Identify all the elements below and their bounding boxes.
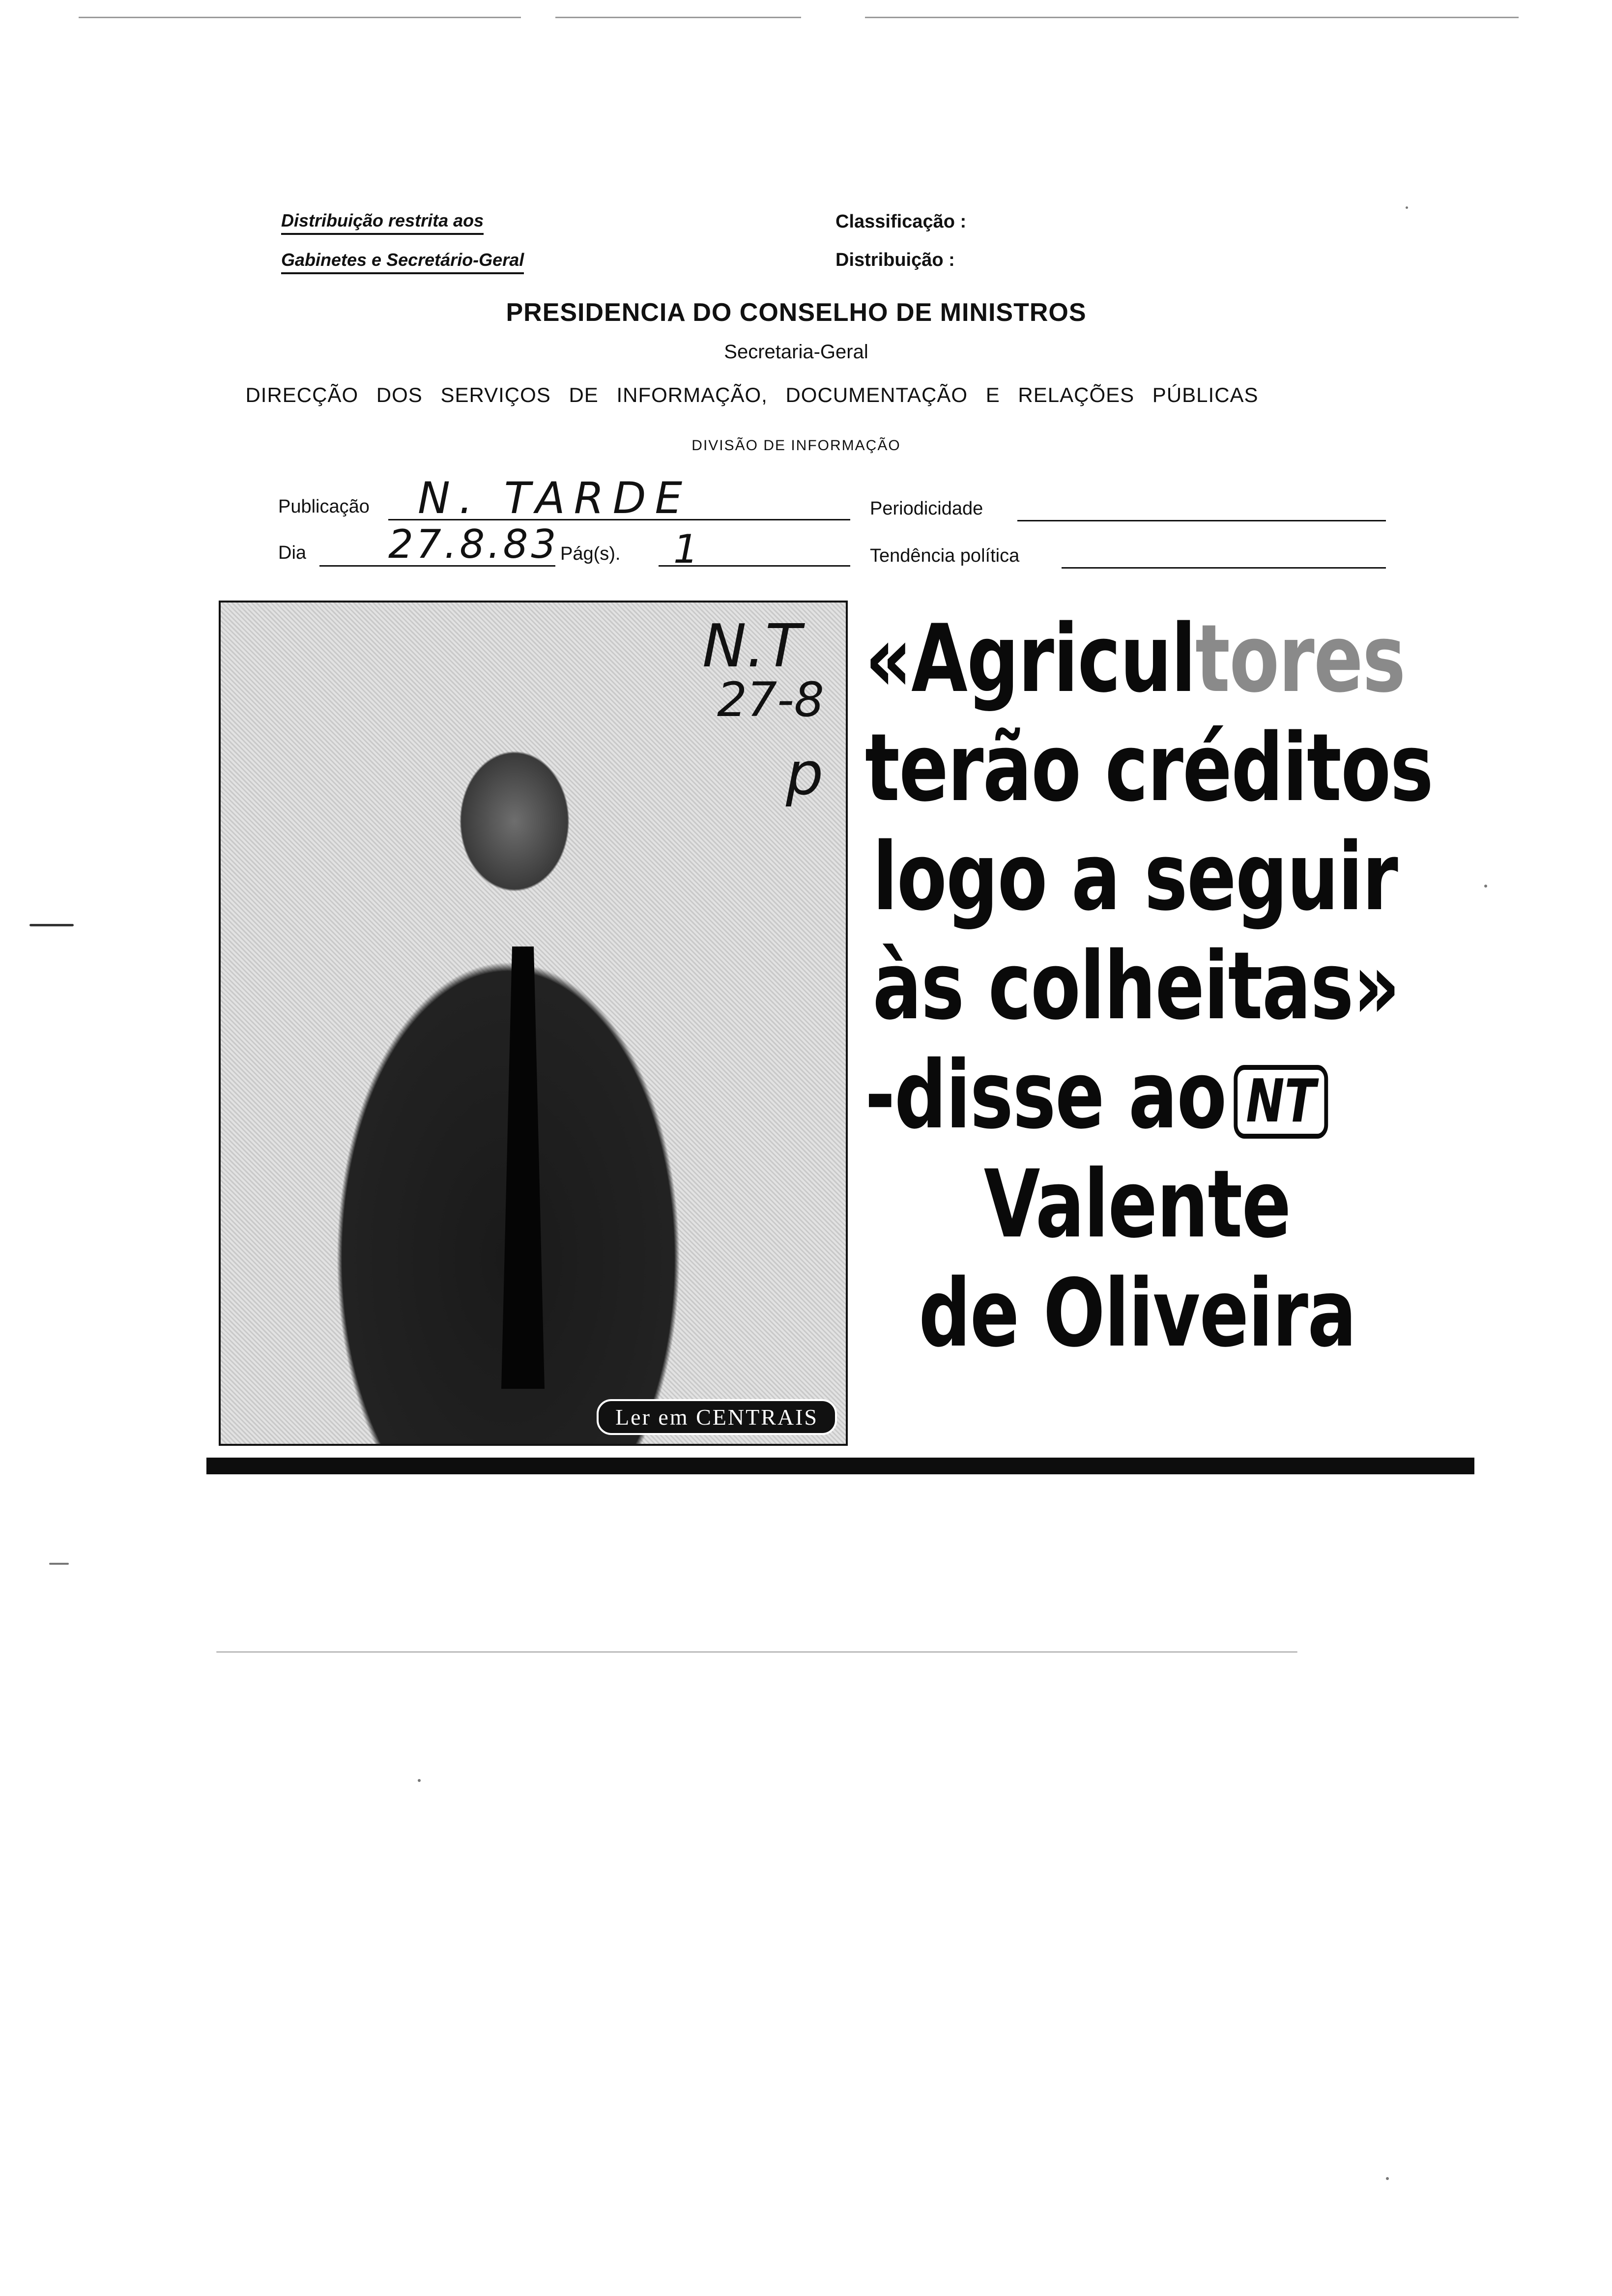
scan-mark — [216, 1651, 1297, 1653]
handwritten-note-date: 27-8 — [717, 672, 824, 727]
distribution-label: Distribuição : — [835, 250, 955, 270]
organization-title: PRESIDENCIA DO CONSELHO DE MINISTROS — [506, 298, 1087, 327]
clipping-base-bar — [206, 1458, 1474, 1474]
scan-mark — [29, 924, 74, 926]
newspaper-photo — [219, 601, 848, 1446]
headline-line-5 — [865, 1041, 1348, 1150]
scan-mark — [418, 1779, 421, 1782]
headline-line-1-faded: tores — [1195, 604, 1405, 713]
pages-value: 1 — [673, 526, 698, 572]
scan-edge-rule — [865, 17, 1519, 18]
headline-line-5-text: -disse ao — [865, 1041, 1226, 1149]
scan-mark — [1386, 2177, 1389, 2180]
publication-label: Publicação — [278, 496, 370, 517]
distribution-restricted-line1: Distribuição restrita aos — [281, 210, 484, 235]
scan-edge-rule — [79, 17, 521, 18]
photo-figure-tie — [496, 947, 550, 1389]
classification-label: Classificação : — [835, 211, 967, 232]
day-value: 27.8.83 — [388, 521, 559, 567]
headline-line-3: logo a seguir — [872, 823, 1398, 931]
directorate-title: DIRECÇÃO DOS SERVIÇOS DE INFORMAÇÃO, DOCUMENTAÇÃO E RELAÇÕES PÚBLICAS — [245, 383, 1259, 406]
political-tendency-label: Tendência política — [870, 545, 1020, 566]
headline-line-1 — [865, 604, 1405, 714]
scan-mark — [1406, 206, 1408, 209]
political-tendency-line — [1062, 565, 1386, 569]
scan-mark — [1484, 885, 1487, 888]
photo-caption: Ler em CENTRAIS — [597, 1399, 837, 1435]
headline-line-6: Valente — [983, 1150, 1291, 1259]
secretariat-title: Secretaria-Geral — [724, 341, 868, 363]
headline-line-2: terão créditos — [865, 714, 1433, 822]
headline-line-1-text: «Agricul — [865, 604, 1196, 713]
handwritten-note: N.T — [702, 612, 802, 681]
publication-value: N. TARDE — [418, 473, 691, 523]
distribution-restricted-line2: Gabinetes e Secretário-Geral — [281, 250, 524, 274]
day-label: Dia — [278, 543, 307, 563]
headline-line-4: às colheitas» — [872, 932, 1400, 1040]
scan-edge-rule — [555, 17, 801, 18]
handwritten-note-page: p — [786, 740, 824, 808]
headline-line-7: de Oliveira — [919, 1259, 1356, 1368]
pages-label: Pág(s). — [560, 544, 621, 564]
division-title: DIVISÃO DE INFORMAÇÃO — [691, 437, 901, 454]
nt-logo-icon: NT — [1234, 1065, 1328, 1139]
periodicity-line — [1017, 518, 1386, 521]
scan-mark — [49, 1563, 69, 1565]
periodicity-label: Periodicidade — [870, 498, 983, 519]
headline — [865, 604, 1433, 1368]
